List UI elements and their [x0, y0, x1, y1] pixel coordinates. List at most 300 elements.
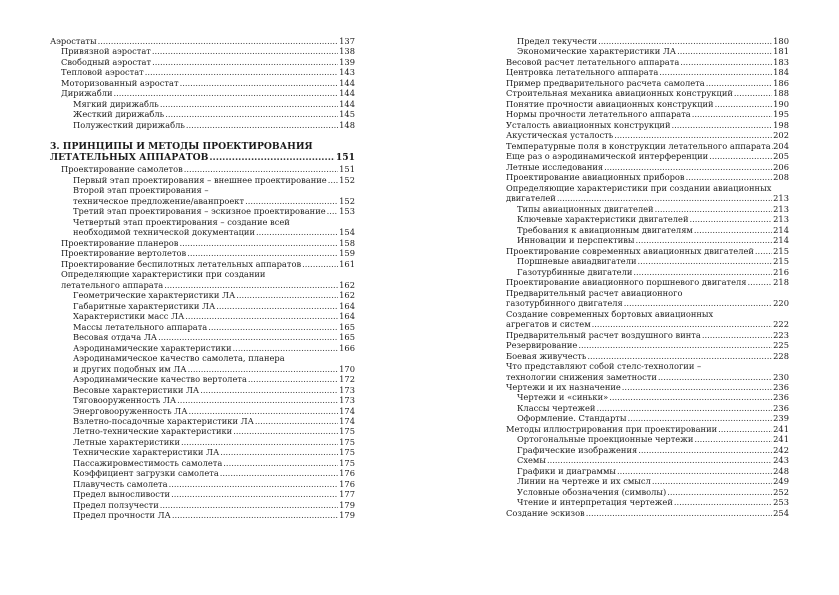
dot-leader [152, 46, 338, 56]
toc-entry-title-line: Второй этап проектирования – [73, 185, 209, 196]
dot-leader [586, 508, 772, 518]
dot-leader [220, 468, 338, 478]
dot-leader [160, 99, 338, 109]
toc-page-number: 166 [339, 342, 355, 353]
toc-entry-title: Чертежи и «синьки» [517, 392, 609, 403]
toc-entry[interactable] [50, 343, 355, 353]
toc-entry-title-line: Предварительный расчет авиационного [506, 287, 683, 298]
toc-entry[interactable] [496, 330, 789, 340]
dot-leader [596, 403, 772, 413]
toc-entry[interactable] [496, 36, 789, 46]
toc-entry[interactable] [50, 238, 355, 248]
toc-entry-title-line: 3. ПРИНЦИПЫ И МЕТОДЫ ПРОЕКТИРОВАНИЯ [50, 141, 313, 153]
toc-entry-title: Массы летательного аппарата [73, 321, 208, 332]
dot-leader [627, 413, 772, 423]
toc-entry[interactable] [496, 508, 789, 518]
dot-leader [689, 214, 772, 224]
toc-page-number: 230 [773, 371, 789, 382]
toc-page-number: 243 [773, 455, 789, 466]
toc-page-number: 175 [339, 447, 355, 458]
toc-page-number: 225 [773, 340, 789, 351]
toc-entry[interactable] [496, 151, 789, 161]
toc-entry-title: Весовой расчет летательного аппарата [506, 56, 680, 67]
toc-entry-title: Тяговооруженность ЛА [73, 395, 177, 406]
toc-entry-title: Характеристики масс ЛА [73, 311, 185, 322]
toc-entry[interactable] [50, 290, 355, 300]
toc-chapter-entry[interactable] [50, 142, 355, 163]
toc-entry-title: Боевая живучесть [506, 350, 587, 361]
toc-page-number: 222 [773, 319, 789, 330]
dot-leader [592, 319, 773, 329]
toc-page-number: 176 [339, 478, 355, 489]
toc-page-number: 186 [773, 77, 789, 88]
toc-entry-title: Аэродинамические качество вертолета [73, 374, 247, 385]
toc-entry[interactable] [50, 120, 355, 130]
toc-entry-title: Проектирование авиационного поршневого двигателя [506, 277, 747, 288]
dot-leader [98, 36, 339, 46]
toc-page-number: 175 [339, 436, 355, 447]
dot-leader [614, 130, 772, 140]
dot-leader [220, 447, 338, 457]
dot-leader [633, 267, 772, 277]
toc-entry[interactable] [50, 322, 355, 332]
toc-entry[interactable] [496, 204, 789, 214]
toc-entry-title-line: Четвертый этап проектирования – создание всей [73, 216, 290, 227]
dot-leader [578, 340, 772, 350]
toc-entry[interactable] [50, 510, 355, 520]
toc-entry-title: Аэродинамические характеристики [73, 342, 232, 353]
toc-page-number: 179 [339, 499, 355, 510]
toc-entry-title: Проектирование авиационных приборов [506, 172, 685, 183]
toc-page-number: 213 [773, 203, 789, 214]
toc-page-number: 241 [773, 423, 789, 434]
toc-entry[interactable] [496, 214, 789, 224]
toc-entry[interactable] [496, 351, 789, 361]
toc-entry[interactable] [50, 395, 355, 405]
toc-entry[interactable] [50, 374, 355, 384]
dot-leader [622, 382, 772, 392]
toc-entry[interactable] [496, 109, 789, 119]
toc-entry[interactable] [50, 332, 355, 342]
toc-page-number: 175 [339, 426, 355, 437]
toc-entry[interactable] [496, 309, 789, 330]
toc-page-number: 165 [339, 332, 355, 343]
toc-entry-title: Чтение и интерпретация чертежей [517, 497, 673, 508]
dot-leader [184, 164, 338, 174]
toc-entry-title: Пассажировместимость самолета [73, 457, 223, 468]
toc-page-number: 236 [773, 392, 789, 403]
toc-page-number: 183 [773, 56, 789, 67]
toc-entry-title: Предварительный расчет воздушного винта [506, 329, 701, 340]
toc-entry-title: Ключевые характеристики двигателей [517, 214, 689, 225]
toc-entry-title: Взлетно-посадочные характеристики ЛА [73, 415, 254, 426]
toc-entry-title: Весовая отдача ЛА [73, 332, 158, 343]
toc-page-number: 175 [339, 457, 355, 468]
dot-leader [164, 280, 338, 290]
toc-entry-title: Проектирование планеров [61, 237, 179, 248]
toc-page-number: 198 [773, 119, 789, 130]
dot-leader [617, 466, 772, 476]
toc-entry[interactable] [496, 67, 789, 77]
toc-entry-title: Весовые характеристики ЛА [73, 384, 200, 395]
toc-entry-title: Требования к авиационным двигателям [517, 224, 693, 235]
toc-entry-title: Мягкий дирижабль [73, 98, 159, 109]
dot-leader [772, 141, 773, 151]
toc-page-number: 236 [773, 381, 789, 392]
toc-entry-title: Температурные поля в конструкции летательного аппарата [506, 140, 771, 151]
dot-leader [706, 78, 772, 88]
toc-page-number: 152 [339, 195, 355, 206]
toc-entry-title-line: техническое предложение/аванпроект [73, 195, 245, 206]
toc-page-number: 174 [339, 405, 355, 416]
toc-entry[interactable] [50, 67, 355, 77]
toc-page-number: 220 [773, 298, 789, 309]
toc-page-number: 158 [339, 237, 355, 248]
dot-leader [158, 332, 338, 342]
toc-entry[interactable] [50, 57, 355, 67]
toc-entry[interactable] [50, 78, 355, 88]
toc-entry-title: Предел прочности ЛА [73, 510, 171, 521]
toc-entry[interactable] [50, 164, 355, 174]
toc-entry[interactable] [50, 206, 355, 216]
toc-entry[interactable] [496, 445, 789, 455]
toc-entry[interactable] [496, 267, 789, 277]
dot-leader [674, 497, 772, 507]
dot-leader [216, 301, 338, 311]
toc-entry-title: Предел текучести [517, 36, 598, 46]
toc-entry[interactable] [50, 99, 355, 109]
dot-leader [327, 206, 339, 216]
toc-entry-title: Предел выносливости [73, 489, 171, 500]
dot-leader [180, 78, 339, 88]
toc-page-number: 170 [339, 363, 355, 374]
toc-entry[interactable] [50, 385, 355, 395]
toc-entry[interactable] [496, 78, 789, 88]
dot-leader [652, 476, 772, 486]
toc-entry-title: Проектирование самолетов [61, 164, 183, 175]
toc-entry[interactable] [496, 424, 789, 434]
toc-entry[interactable] [496, 235, 789, 245]
toc-entry-title: Энерговооруженность ЛА [73, 405, 188, 416]
toc-entry-title: Схемы [517, 455, 546, 466]
toc-entry-title: Ортогональные проекционные чертежи [517, 434, 694, 445]
dot-leader [152, 57, 338, 67]
toc-entry[interactable] [496, 277, 789, 287]
toc-entry-title: Первый этап проектирования – внешнее проектирование [73, 174, 327, 185]
toc-entry-title: Технические характеристики ЛА [73, 447, 220, 458]
toc-page-number: 213 [773, 193, 789, 204]
toc-entry-title: Классы чертежей [517, 402, 596, 413]
toc-entry-title-line: летательного аппарата [61, 279, 164, 290]
toc-entry[interactable] [50, 500, 355, 510]
toc-entry[interactable] [50, 406, 355, 416]
dot-leader [169, 479, 339, 489]
toc-page-number: 138 [339, 46, 355, 57]
toc-page-number: 181 [773, 46, 789, 57]
toc-page-number: 241 [773, 434, 789, 445]
toc-entry[interactable] [496, 340, 789, 350]
toc-entry-title-line: необходимой технической документации [73, 227, 255, 238]
toc-entry[interactable] [50, 185, 355, 206]
toc-page-number: 202 [773, 130, 789, 141]
toc-entry[interactable] [50, 36, 355, 46]
toc-entry-title: Типы авиационных двигателей [517, 203, 654, 214]
toc-page-number: 228 [773, 350, 789, 361]
toc-page-number: 139 [339, 56, 355, 67]
toc-entry[interactable] [496, 434, 789, 444]
toc-entry-title: Плавучесть самолета [73, 478, 168, 489]
toc-entry[interactable] [50, 46, 355, 56]
toc-page-number: 179 [339, 510, 355, 521]
toc-entry[interactable] [496, 88, 789, 98]
dot-leader [694, 225, 772, 235]
dot-leader [655, 204, 773, 214]
toc-entry[interactable] [50, 458, 355, 468]
dot-leader [172, 510, 338, 520]
toc-entry[interactable] [496, 497, 789, 507]
toc-entry-title: Привязной аэростат [61, 46, 151, 57]
toc-page-number: 254 [773, 507, 789, 518]
toc-entry-title: Проектирование беспилотных летательных аппаратов [61, 258, 302, 269]
dot-leader [233, 426, 338, 436]
toc-entry[interactable] [50, 248, 355, 258]
dot-leader [186, 120, 338, 130]
toc-entry-title: Проектирование вертолетов [61, 248, 187, 259]
toc-entry-title: Газотурбинные двигатели [517, 266, 633, 277]
toc-entry-title-line: технологии снижения заметности [506, 371, 657, 382]
toc-page-number: 165 [339, 321, 355, 332]
toc-page-number: 205 [773, 151, 789, 162]
toc-entry-title: Усталость авиационных конструкций [506, 119, 671, 130]
toc-entry[interactable] [496, 120, 789, 130]
toc-page-number: 213 [773, 214, 789, 225]
dot-leader [667, 487, 772, 497]
dot-leader [587, 351, 772, 361]
toc-entry[interactable] [50, 468, 355, 478]
toc-page-number: 215 [773, 245, 789, 256]
toc-entry[interactable] [50, 311, 355, 321]
toc-entry[interactable] [496, 246, 789, 256]
toc-entry-title: Условные обозначения (символы) [517, 486, 667, 497]
toc-page-number: 162 [339, 279, 355, 290]
toc-page-number: 144 [339, 98, 355, 109]
toc-page-number: 137 [339, 36, 355, 46]
dot-leader [256, 227, 338, 237]
toc-entry[interactable] [496, 256, 789, 266]
toc-entry[interactable] [50, 489, 355, 499]
toc-entry[interactable] [496, 382, 789, 392]
toc-entry-title: Свободный аэростат [61, 56, 152, 67]
toc-entry[interactable] [496, 413, 789, 423]
toc-entry[interactable] [496, 162, 789, 172]
toc-entry[interactable] [496, 130, 789, 140]
toc-entry-title: Оформление. Стандарты [517, 413, 627, 424]
toc-entry-title: Создание эскизов [506, 507, 585, 518]
toc-page-number: 204 [773, 140, 789, 151]
dot-leader [604, 162, 772, 172]
dot-leader [171, 489, 338, 499]
toc-page-number: 152 [339, 174, 355, 185]
toc-entry[interactable] [496, 288, 789, 309]
toc-page-number: 253 [773, 497, 789, 508]
toc-entry[interactable] [496, 172, 789, 182]
dot-leader [160, 500, 338, 510]
toc-entry-title: Проектирование современных авиационных двигателей [506, 245, 754, 256]
toc-entry-title: Еще раз о аэродинамической интерференции [506, 151, 709, 162]
toc-entry-title-line: Создание современных бортовых авиационных [506, 308, 714, 319]
dot-leader [188, 364, 339, 374]
toc-entry-title: Геометрические характеристики ЛА [73, 290, 236, 301]
toc-page-number: 151 [335, 151, 355, 163]
toc-page-number: 190 [773, 98, 789, 109]
toc-entry-title: Полужесткий дирижабль [73, 119, 185, 130]
toc-page-number: 144 [339, 77, 355, 88]
toc-entry[interactable] [496, 361, 789, 382]
toc-entry[interactable] [496, 466, 789, 476]
toc-page-number: 154 [339, 227, 355, 238]
dot-leader [638, 445, 772, 455]
toc-entry[interactable] [50, 416, 355, 426]
toc-page-number: 176 [339, 468, 355, 479]
dot-leader [715, 99, 773, 109]
dot-leader [181, 437, 338, 447]
toc-entry-title-line: двигателей [506, 193, 556, 204]
toc-entry-title: Моторизованный аэростат [61, 77, 179, 88]
toc-entry-title-line: Определяющие характеристики при создании [61, 269, 266, 280]
toc-page-number: 173 [339, 384, 355, 395]
toc-page-number: 159 [339, 248, 355, 259]
toc-entry[interactable] [50, 437, 355, 447]
dot-leader [672, 120, 773, 130]
toc-entry-title: Габаритные характеристики ЛА [73, 300, 216, 311]
toc-page-number: 148 [339, 119, 355, 130]
toc-entry[interactable] [50, 301, 355, 311]
toc-entry-title: Третий этап проектирования – эскизное проектирование [73, 206, 326, 217]
toc-entry-title: Понятие прочности авиационных конструкций [506, 98, 714, 109]
toc-entry[interactable] [50, 479, 355, 489]
toc-page-number: 206 [773, 161, 789, 172]
dot-leader [677, 46, 772, 56]
dot-leader [547, 455, 772, 465]
toc-entry-title-line: агрегатов и систем [506, 319, 591, 330]
toc-entry[interactable] [496, 183, 789, 204]
dot-leader [185, 311, 338, 321]
dot-leader [658, 372, 772, 382]
toc-page-number: 223 [773, 329, 789, 340]
toc-entry[interactable] [50, 447, 355, 457]
toc-entry-title-line: Определяющие характеристики при создании авиационных [506, 182, 772, 193]
dot-leader [248, 374, 338, 384]
toc-page-number: 180 [773, 36, 789, 46]
dot-leader [208, 322, 338, 332]
toc-right-page [496, 36, 789, 518]
toc-page-number: 248 [773, 465, 789, 476]
toc-entry[interactable] [496, 476, 789, 486]
toc-page-number: 172 [339, 374, 355, 385]
toc-page-number: 153 [339, 206, 355, 217]
toc-page-number: 218 [773, 277, 789, 288]
toc-entry[interactable] [50, 426, 355, 436]
toc-page-number: 174 [339, 415, 355, 426]
toc-page-number: 161 [339, 258, 355, 269]
toc-entry-title: Аэростаты [50, 36, 97, 46]
toc-entry-title: Акустическая усталость [506, 130, 614, 141]
dot-leader [245, 196, 338, 206]
toc-entry-title: Поршневые авиадвигатели [517, 256, 637, 267]
dot-leader [659, 67, 772, 77]
dot-leader [702, 330, 772, 340]
dot-leader [328, 175, 338, 185]
toc-page-number: 144 [339, 88, 355, 99]
dot-leader [114, 88, 339, 98]
dot-leader [609, 392, 772, 402]
toc-entry[interactable] [496, 392, 789, 402]
dot-leader [734, 88, 772, 98]
toc-entry-title: Экономические характеристики ЛА [517, 46, 677, 57]
toc-entry[interactable] [50, 88, 355, 98]
toc-page-number: 242 [773, 444, 789, 455]
toc-entry-title: Строительная механика авиационных конструкций [506, 88, 733, 99]
toc-entry[interactable] [50, 269, 355, 290]
dot-leader [624, 298, 772, 308]
toc-page-number: 143 [339, 67, 355, 78]
toc-entry-title: Графики и диаграммы [517, 465, 616, 476]
dot-leader [255, 416, 338, 426]
toc-entry[interactable] [496, 455, 789, 465]
toc-entry[interactable] [50, 353, 355, 374]
toc-page-number: 195 [773, 109, 789, 120]
dot-leader [145, 67, 338, 77]
toc-entry[interactable] [496, 403, 789, 413]
dot-leader [187, 248, 338, 258]
toc-entry[interactable] [496, 46, 789, 56]
toc-entry-title: Пример предварительного расчета самолета [506, 77, 705, 88]
dot-leader [179, 238, 338, 248]
dot-leader [598, 36, 772, 46]
toc-page-number: 216 [773, 266, 789, 277]
toc-entry-title-line: газотурбинного двигателя [506, 298, 623, 309]
toc-entry[interactable] [496, 141, 789, 151]
toc-entry[interactable] [50, 175, 355, 185]
dot-leader [692, 109, 772, 119]
toc-entry[interactable] [50, 109, 355, 119]
dot-leader [189, 406, 339, 416]
toc-entry-title: Графические изображения [517, 444, 638, 455]
toc-entry-title: Чертежи и их назначение [506, 381, 621, 392]
dot-leader [233, 343, 339, 353]
toc-entry[interactable] [496, 57, 789, 67]
toc-page-number: 239 [773, 413, 789, 424]
dot-leader [223, 458, 338, 468]
toc-page-number: 184 [773, 67, 789, 78]
dot-leader [718, 424, 772, 434]
toc-entry-title: Предел ползучести [73, 499, 159, 510]
dot-leader [209, 153, 334, 164]
toc-entry[interactable] [496, 225, 789, 235]
toc-page-number: 208 [773, 172, 789, 183]
toc-entry-title: Коэффициент загрузки самолета [73, 468, 219, 479]
toc-entry[interactable] [496, 99, 789, 109]
dot-leader [755, 246, 772, 256]
dot-leader [709, 151, 772, 161]
toc-entry[interactable] [496, 487, 789, 497]
toc-entry-title: Летные исследования [506, 161, 604, 172]
toc-page-number: 145 [339, 109, 355, 120]
dot-leader [748, 277, 773, 287]
dot-leader [638, 256, 773, 266]
toc-entry[interactable] [50, 217, 355, 238]
toc-entry[interactable] [50, 259, 355, 269]
